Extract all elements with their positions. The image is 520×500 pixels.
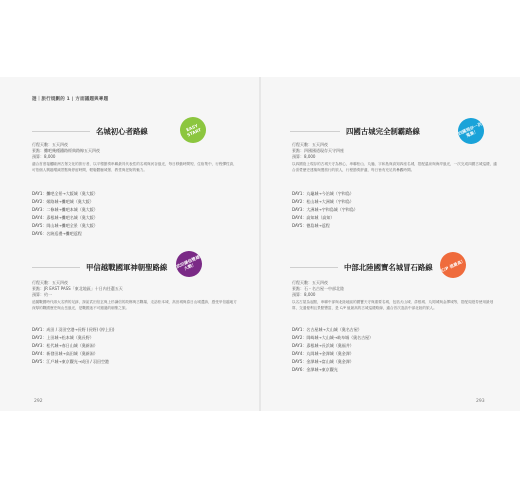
running-head: 遊｜旅行規劃的 1 | 方面議題與專題 [32, 97, 109, 102]
section-meta [32, 280, 242, 299]
route-badge-sengoku: 武田謙信雙雄大戰！ [172, 247, 206, 281]
route-badge-shikoku: 四國現存一次蒐集！ [454, 114, 488, 148]
day-item: DAY1：成田 / 羽田空港→長野 (長野) (停上田) [32, 327, 115, 332]
section-title-row [32, 126, 148, 137]
meta-line: 景點：四國國道現存天守四座 [292, 148, 344, 154]
day-item: DAY6：金澤城→東京觀光 [292, 367, 338, 372]
meta-line: 預算：8,000 [292, 154, 316, 160]
day-item: DAY3：二條城→攤吧本城（奧大阪） [32, 207, 98, 212]
page-number-right: 293 [476, 399, 485, 404]
day-list [292, 326, 373, 374]
day-list [292, 190, 358, 230]
section-title: 名城初心者路線 [96, 127, 148, 136]
route-badge-easy-start: EASY START [176, 113, 210, 147]
meta-line: 預算：8,000 [292, 292, 316, 298]
meta-line: 景點：攤吧幾種鐵路經典路線五天四夜 [32, 148, 100, 154]
meta-line: 行程天數：五天四夜 [292, 280, 328, 285]
section-title-row [290, 126, 420, 137]
title-rule [290, 267, 338, 268]
day-item: DAY2：松山城→大洲城（宇和島） [292, 199, 354, 204]
title-rule [32, 131, 90, 132]
day-item: DAY2：岡崎城→大山城→岐阜城（奧名古屋） [292, 335, 374, 340]
day-list [32, 190, 98, 238]
day-item: DAY3：大洲城→宇和島城（宇和島） [292, 207, 358, 212]
section-body: 以四國島上現存的古城天守為核心，串聯松山、丸龜、宇和島與高知四座名城，搭配溫泉與海岸風光，一次完成四國古城巡禮，適合喜愛歷史建築與慢旅行的旅人，行程節奏舒適，每日皆有充足的參觀時間。 [292, 162, 497, 172]
meta-line: 預算：8,000 [32, 154, 56, 160]
route-badge-cp-value: C/P 值最高！ [436, 248, 470, 282]
section-title-row [290, 262, 433, 273]
section-body: 以名古屋為起點，串聯中部與北陸地區的國寶天守與重要名城，包括犬山城、彥根城、丸岡城與金澤城等，搭配周遊券使用最划算，交通便利且景點豐富，是 C/P 值最高的古城巡禮路線，適合首次造訪中部北陸的旅人。 [292, 300, 494, 310]
section-title: 中部北陸國寶名城冒石路線 [344, 263, 433, 272]
section-title: 四國古城完全制霸路線 [346, 127, 420, 136]
day-item: DAY2：姬路城→攤吧城（奧大阪） [32, 199, 94, 204]
day-item: DAY4：高知城（高知） [292, 215, 335, 220]
meta-line: 行程天數：五天四夜 [292, 142, 328, 147]
meta-line: 預算：約一 [32, 292, 52, 298]
meta-line: 行程天數：五天四夜 [32, 280, 68, 285]
meta-line: 景點：JR EAST PASS「東北地區」十日內任選五天 [32, 286, 123, 292]
day-item: DAY1：丸龜城→今治城（宇和島） [292, 191, 354, 196]
section-body: 追隨戰國時代兩大名將的足跡，探訪武田信玄與上杉謙信的故鄉與古戰場，走訪松本城、高田城與春日山城遺跡，感受甲信越地方深厚的戰國歷史與山岳風光，是戰國迷不可錯過的朝聖之旅。 [32, 300, 237, 310]
day-item: DAY3：松代城→春日山城（奧新潟） [32, 343, 98, 348]
page-number-left: 292 [34, 399, 43, 404]
day-item: DAY6：名跡巡禮→攤吧返程 [32, 231, 82, 236]
section-meta [32, 142, 242, 161]
section-title: 甲信越戰國軍神朝聖路線 [86, 263, 168, 272]
day-item: DAY1：攤吧全景→大阪城（奧大阪） [32, 191, 98, 196]
day-item: DAY3：彥根城→長浜城（奧福井） [292, 343, 354, 348]
title-rule [290, 131, 340, 132]
day-item: DAY5：德島城→返程 [292, 223, 330, 228]
title-rule [32, 267, 80, 268]
day-item: DAY4：新發田城→高田城（奧新潟） [32, 351, 98, 356]
day-item: DAY4：彥根城→攤吧名城（奧大阪） [32, 215, 98, 220]
section-title-row [32, 262, 167, 273]
meta-line: 景點：石 - 名古屋一中部北陸 [292, 286, 344, 292]
day-item: DAY1：名古屋城→犬山城（奧名古屋） [292, 327, 362, 332]
section-body: 適合首度接觸歐洲古堡文化的旅行者，以平穩節奏串聯最具代表性的名城與河谷風光，每日移動時間短、住宿集中，行程彈性高，可依個人興趣增減景點與停留時間，輕鬆體驗城堡、教堂與老街的魅力。 [32, 162, 237, 172]
day-item: DAY5：金澤城→富山城（奧金澤） [292, 359, 354, 364]
day-item: DAY5：江戶城→東京觀光→成田 / 羽田空港 [32, 359, 110, 364]
meta-line: 行程天數：五天四夜 [32, 142, 68, 147]
section-meta [292, 280, 502, 299]
day-list [32, 326, 114, 366]
day-item: DAY2：上田城→松本城（奧長野） [32, 335, 94, 340]
section-meta [292, 142, 502, 161]
day-item: DAY4：丸岡城→金澤城（奧金澤） [292, 351, 354, 356]
day-item: DAY5：岡山城→攤吧全景（奧大阪） [32, 223, 98, 228]
book-gutter [259, 77, 261, 411]
